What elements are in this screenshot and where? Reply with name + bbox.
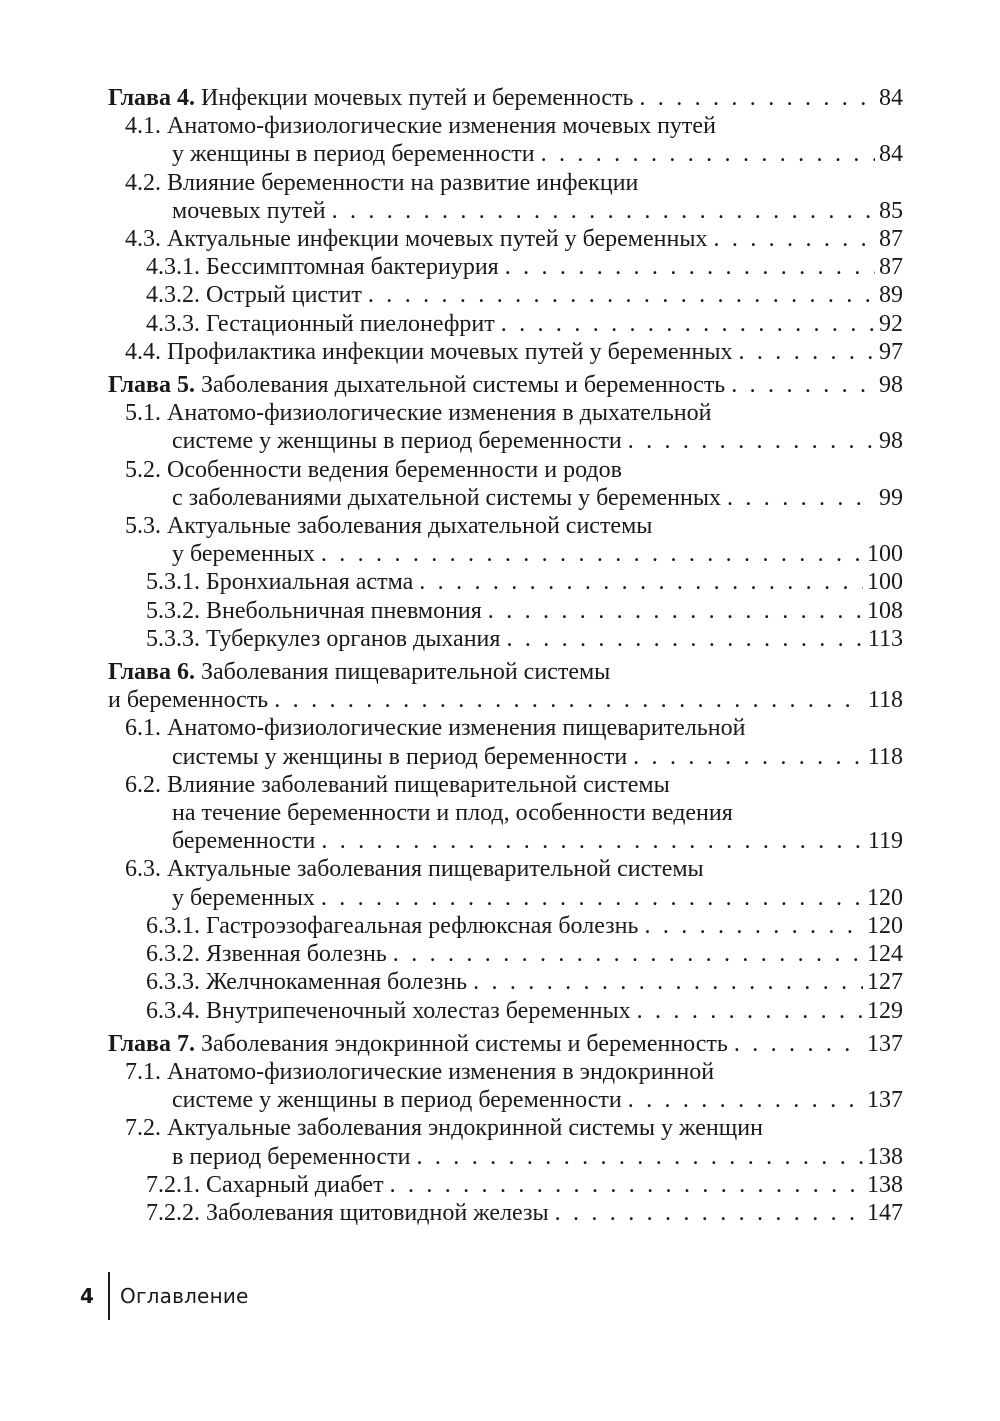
section-title-line: Анатомо-физиологические изменения в дыхательной [167, 400, 712, 427]
section-title: Гастроэзофагеальная рефлюксная болезнь [206, 912, 639, 939]
section-title: Актуальные инфекции мочевых путей у беременных [167, 226, 708, 253]
table-of-contents [108, 84, 903, 1227]
toc-entry-line [108, 112, 903, 140]
dot-leader [419, 568, 863, 596]
toc-entry-line [108, 968, 903, 996]
toc-subsection-entry [108, 625, 903, 653]
section-title: Туберкулез органов дыхания [206, 625, 501, 652]
chapter-label: Глава 7. [108, 1030, 195, 1057]
section-title-line: Влияние заболеваний пищеварительной системы [167, 771, 670, 798]
section-number: 7.1. [125, 1058, 161, 1085]
section-number: 4.3.3. [146, 310, 200, 337]
page-ref: 84 [879, 141, 903, 168]
section-number: 4.4. [125, 338, 161, 365]
section-title-line: на течение беременности и плод, особенности ведения [172, 800, 733, 827]
dot-leader [731, 371, 875, 399]
chapter-title: Заболевания дыхательной системы и беременность [201, 372, 726, 399]
section-title: Гестационный пиелонефрит [206, 310, 495, 337]
dot-leader [332, 197, 875, 225]
page-ref: 98 [879, 372, 903, 399]
toc-entry-line [108, 855, 903, 883]
section-number: 7.2. [125, 1115, 161, 1142]
toc-entry-line [108, 169, 903, 197]
section-title: беременности [172, 828, 316, 855]
dot-leader [713, 225, 875, 253]
toc-entry-line [108, 197, 903, 225]
section-title-line: Актуальные заболевания пищеварительной системы [167, 856, 704, 883]
section-number: 4.3. [125, 226, 161, 253]
toc-entry-line [108, 1143, 903, 1171]
section-title: Язвенная болезнь [206, 941, 387, 968]
dot-leader [321, 884, 863, 912]
section-title: Острый цистит [206, 282, 362, 309]
section-number: 6.2. [125, 771, 161, 798]
section-number: 7.2.2. [146, 1199, 200, 1226]
page-ref: 108 [867, 597, 903, 624]
toc-chapter-entry [108, 658, 903, 714]
section-title: Желчнокаменная болезнь [206, 969, 468, 996]
dot-leader [628, 427, 875, 455]
toc-entry-line [108, 827, 903, 855]
page-ref: 92 [879, 310, 903, 337]
dot-leader [633, 743, 864, 771]
page-ref: 118 [867, 687, 903, 714]
page-ref: 138 [867, 1143, 903, 1170]
toc-subsection-entry [108, 253, 903, 281]
dot-leader [393, 940, 863, 968]
page-ref: 129 [867, 997, 903, 1024]
dot-leader [541, 140, 875, 168]
chapter-title-line: Заболевания пищеварительной системы [201, 659, 611, 686]
section-title-line: Влияние беременности на развитие инфекции [167, 169, 639, 196]
toc-subsection-entry [108, 1199, 903, 1227]
section-title-line: Особенности ведения беременности и родов [167, 456, 622, 483]
page-ref: 100 [867, 569, 903, 596]
toc-entry-line [108, 912, 903, 940]
section-title: Сахарный диабет [206, 1171, 384, 1198]
dot-leader [501, 310, 875, 338]
page-ref: 138 [867, 1171, 903, 1198]
section-number: 6.3.1. [146, 912, 200, 939]
toc-entry-line [108, 225, 903, 253]
chapter-label: Глава 4. [108, 85, 195, 111]
chapter-label: Глава 5. [108, 372, 195, 399]
toc-entry-line [108, 253, 903, 281]
section-number: 4.1. [125, 113, 161, 140]
section-number: 5.3.1. [146, 569, 200, 596]
chapter-title: Инфекции мочевых путей и беременность [201, 85, 634, 111]
page-ref: 120 [867, 912, 903, 939]
section-number: 4.3.1. [146, 254, 200, 281]
toc-subsection-entry [108, 310, 903, 338]
toc-entry-line [108, 84, 903, 112]
section-title: Внутрипеченочный холестаз беременных [206, 997, 631, 1024]
dot-leader [639, 84, 875, 112]
toc-section-entry [108, 855, 903, 911]
toc-entry-line [108, 658, 903, 686]
dot-leader [727, 484, 875, 512]
section-title: у женщины в период беременности [172, 141, 535, 168]
toc-chapter-entry [108, 1030, 903, 1058]
section-number: 5.3. [125, 513, 161, 540]
dot-leader [368, 281, 875, 309]
dot-leader [739, 338, 876, 366]
toc-subsection-entry [108, 281, 903, 309]
toc-entry-line [108, 597, 903, 625]
toc-section-entry [108, 714, 903, 770]
page-ref: 124 [867, 941, 903, 968]
section-title: Профилактика инфекции мочевых путей у беременных [167, 338, 733, 365]
toc-entry-line [108, 371, 903, 399]
section-title-line: Актуальные заболевания дыхательной системы [167, 513, 653, 540]
section-title: Бессимптомная бактериурия [206, 254, 499, 281]
dot-leader [417, 1143, 864, 1171]
toc-subsection-entry [108, 940, 903, 968]
toc-entry-line [108, 625, 903, 653]
toc-entry-line [108, 310, 903, 338]
page-ref: 147 [867, 1199, 903, 1226]
toc-section-entry [108, 1058, 903, 1114]
toc-entry-line [108, 799, 903, 827]
section-number: 6.3.2. [146, 941, 200, 968]
toc-chapter-entry [108, 84, 903, 112]
section-title-line: Актуальные заболевания эндокринной системы у женщин [167, 1115, 763, 1142]
page-ref: 127 [867, 969, 903, 996]
page-ref: 97 [879, 338, 903, 365]
section-number: 7.2.1. [146, 1171, 200, 1198]
toc-subsection-entry [108, 597, 903, 625]
toc-subsection-entry [108, 968, 903, 996]
section-number: 6.3.4. [146, 997, 200, 1024]
dot-leader [628, 1086, 863, 1114]
toc-entry-line [108, 484, 903, 512]
toc-entry-line [108, 771, 903, 799]
section-title: у беременных [172, 884, 315, 911]
section-title: у беременных [172, 541, 315, 568]
section-title: Заболевания щитовидной железы [206, 1199, 549, 1226]
toc-entry-line [108, 714, 903, 742]
toc-entry-line [108, 140, 903, 168]
chapter-label: Глава 6. [108, 659, 195, 686]
section-number: 6.1. [125, 715, 161, 742]
toc-entry-line [108, 1086, 903, 1114]
page-footer [80, 1272, 249, 1320]
page-ref: 89 [879, 282, 903, 309]
page-ref: 120 [867, 884, 903, 911]
section-title-line: Анатомо-физиологические изменения в эндокринной [167, 1058, 715, 1085]
dot-leader [637, 997, 863, 1025]
page-ref: 87 [879, 226, 903, 253]
toc-entry-line [108, 940, 903, 968]
page-ref: 100 [867, 541, 903, 568]
toc-section-entry [108, 225, 903, 253]
toc-section-entry [108, 512, 903, 568]
page-ref: 87 [879, 254, 903, 281]
toc-section-entry [108, 169, 903, 225]
toc-entry-line [108, 281, 903, 309]
dot-leader [390, 1171, 863, 1199]
section-title-line: Анатомо-физиологические изменения пищеварительной [167, 715, 746, 742]
page-ref: 119 [867, 828, 903, 855]
toc-section-entry [108, 1114, 903, 1170]
page-ref: 137 [867, 1087, 903, 1114]
toc-section-entry [108, 399, 903, 455]
section-title: Внебольничная пневмония [206, 597, 482, 624]
toc-entry-line [108, 338, 903, 366]
section-number: 4.2. [125, 169, 161, 196]
page-ref: 118 [867, 743, 903, 770]
section-title: Бронхиальная астма [206, 569, 414, 596]
page-ref: 113 [867, 625, 903, 652]
toc-entry-line [108, 512, 903, 540]
dot-leader [506, 625, 863, 653]
page-number: 4 [80, 1284, 94, 1308]
toc-entry-line [108, 427, 903, 455]
section-title: системы у женщины в период беременности [172, 743, 628, 770]
toc-entry-line [108, 1114, 903, 1142]
running-section-title: Оглавление [120, 1284, 249, 1308]
toc-section-entry [108, 338, 903, 366]
footer-divider [108, 1272, 110, 1320]
toc-entry-line [108, 743, 903, 771]
section-title: в период беременности [172, 1143, 411, 1170]
toc-entry-line [108, 686, 903, 714]
section-number: 6.3. [125, 856, 161, 883]
toc-entry-line [108, 540, 903, 568]
page-ref: 137 [867, 1030, 903, 1057]
toc-chapter-entry [108, 371, 903, 399]
section-title: с заболеваниями дыхательной системы у беременных [172, 484, 721, 511]
chapter-title: и беременность [108, 687, 269, 714]
dot-leader [321, 827, 864, 855]
toc-subsection-entry [108, 1171, 903, 1199]
toc-entry-line [108, 399, 903, 427]
toc-subsection-entry [108, 997, 903, 1025]
section-number: 6.3.3. [146, 969, 200, 996]
dot-leader [274, 686, 864, 714]
section-title: системе у женщины в период беременности [172, 1087, 622, 1114]
page-ref: 84 [879, 85, 903, 111]
toc-section-entry [108, 771, 903, 856]
toc-subsection-entry [108, 568, 903, 596]
toc-entry-line [108, 456, 903, 484]
dot-leader [555, 1199, 863, 1227]
section-number: 5.1. [125, 400, 161, 427]
toc-subsection-entry [108, 912, 903, 940]
page-ref: 85 [879, 197, 903, 224]
toc-section-entry [108, 456, 903, 512]
toc-entry-line [108, 997, 903, 1025]
toc-entry-line [108, 1171, 903, 1199]
dot-leader [734, 1030, 863, 1058]
section-number: 4.3.2. [146, 282, 200, 309]
toc-entry-line [108, 1030, 903, 1058]
page-ref: 98 [879, 428, 903, 455]
section-title-line: Анатомо-физиологические изменения мочевых путей [167, 113, 716, 140]
toc-entry-line [108, 884, 903, 912]
toc-section-entry [108, 112, 903, 168]
page-ref: 99 [879, 484, 903, 511]
section-title: мочевых путей [172, 197, 326, 224]
section-number: 5.3.2. [146, 597, 200, 624]
dot-leader [505, 253, 875, 281]
dot-leader [321, 540, 863, 568]
dot-leader [488, 597, 863, 625]
toc-entry-line [108, 1199, 903, 1227]
section-number: 5.2. [125, 456, 161, 483]
chapter-title: Заболевания эндокринной системы и беременность [201, 1030, 728, 1057]
toc-entry-line [108, 1058, 903, 1086]
dot-leader [644, 912, 863, 940]
toc-entry-line [108, 568, 903, 596]
section-title: системе у женщины в период беременности [172, 428, 622, 455]
dot-leader [473, 968, 863, 996]
section-number: 5.3.3. [146, 625, 200, 652]
